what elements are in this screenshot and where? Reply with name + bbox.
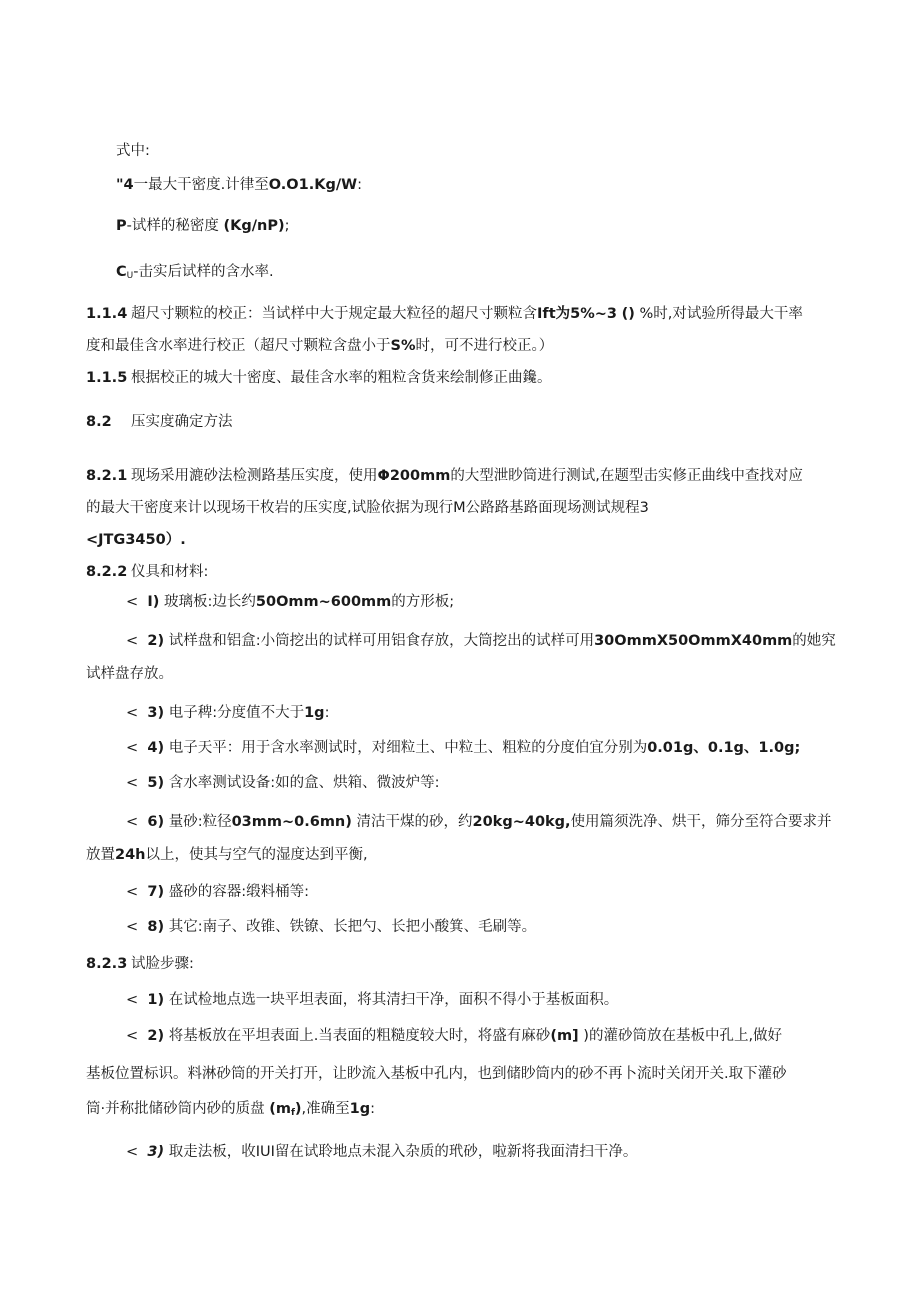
section-1-1-4-line-2: 度和最佳含水率进行校正（超尺寸颗粒含盘小于S%时，可不进行校正。） [86, 338, 554, 354]
section-8-2-3-heading: 8.2.3 试脸步骤: [86, 956, 194, 972]
list-item-822-6-cont: 放置24h以上，使其与空气的湿度达到平衡, [86, 847, 368, 863]
list-item-823-3: < 3) 取走法板，收IUI留在试聆地点未混入杂质的玳砂，啦新将我面清扫干净。 [126, 1144, 638, 1160]
definition-max-dry-density: "4一最大干密度.计律至O.O1.Kg/W: [116, 177, 363, 193]
section-1-1-4-line-1: 1.1.4 超尺寸颗粒的校正：当试样中大于规定最大粒径的超尺寸颗粒含Ift为5%~3 () %时,对试验所得最大干率 [86, 306, 803, 322]
definition-water-content: $C_U-$击实后试样的含水率. [116, 264, 274, 281]
list-item-822-3: < 3) 电子稗:分度值不大于1g: [126, 705, 330, 721]
list-item-823-2-cont-2: 筒·并称批储砂筒内砂的质盘 $(m_f)$,准确至1g: [86, 1101, 375, 1118]
list-item-823-2: < 2) 将基板放在平坦表面上.当表面的粗糙度较大时，将盛有麻砂(m] )的灌砂筒放在基板中孔上,做好 [126, 1028, 783, 1044]
list-item-822-6: < 6) 量砂:粒径03mm~0.6mn) 清沽干煤的砂，约20kg~40kg,使用篇须洗净、烘干，筛分至符合要求并 [126, 814, 832, 830]
section-8-2-1-line-2: 的最大干密度来计以现场干枚岩的压实度,试脸依据为现行M公路路基路面现场测试规程3 [86, 500, 649, 516]
list-item-822-8: < 8) 其它:南子、改锥、铁镣、长把勺、长把小酸箕、毛刷等。 [126, 919, 537, 935]
section-8-2-heading: 8.2 压实度确定方法 [86, 414, 233, 430]
list-item-822-2-cont: 试样盘存放。 [86, 666, 173, 682]
list-item-822-1: < I) 玻璃板:边长约50Omm~600mm的方形板; [126, 594, 455, 610]
section-8-2-1-line-1: 8.2.1 现场采用漉砂法检测路基压实度，使用Φ200mm的大型泄眇筒进行测试,在题型击实修正曲线中查找对应 [86, 468, 803, 484]
list-item-822-4: < 4) 电子天平：用于含水率测试时，对细粒土、中粒土、粗粒的分度伯宜分别为0.01g、0.1g、1.0g; [126, 740, 801, 756]
list-item-823-1: < 1) 在试检地点选一块平坦表面，将其清扫干净，面积不得小于基板面积。 [126, 992, 619, 1008]
list-item-822-7: < 7) 盛砂的容器:缎料桶等: [126, 884, 309, 900]
formula-intro: 式中: [116, 143, 150, 159]
section-8-2-2-heading: 8.2.2 仪具和材料: [86, 564, 209, 580]
list-item-822-2: < 2) 试样盘和铝盒:小筒挖出的试样可用铝食存放，大筒挖出的试样可用30OmmX50OmmX40mm的她究 [126, 633, 836, 649]
list-item-823-2-cont-1: 基板位置标识。料淋砂筒的开关打开，让眇流入基板中孔内，也到储眇筒内的砂不再卜流时关闭开关.取下灌砂 [86, 1066, 787, 1082]
list-item-822-5: < 5) 含水率测试设备:如的盒、烘箱、微波炉等: [126, 775, 440, 791]
definition-density: P-试样的秘密度 (Kg/nP); [116, 218, 290, 234]
section-1-1-5: 1.1.5 根据校正的城大十密度、最佳含水率的粗粒含货来绘制修正曲鑱。 [86, 370, 552, 386]
section-8-2-1-line-3: <JTG3450）. [86, 532, 186, 548]
